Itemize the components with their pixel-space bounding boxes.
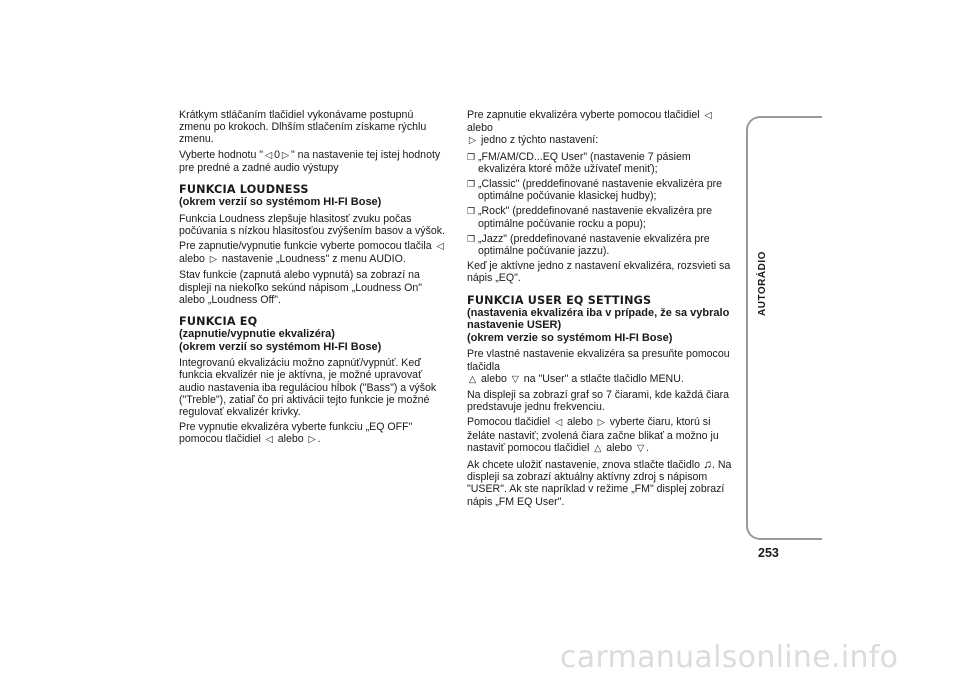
paragraph [467,416,739,455]
text: . Na displeji sa zobrazí aktuálny aktívny zdroj s nápisom "USER". Ak ste napríklad v režime „FM" displej zobrazí nápis „FM EQ User". [467,459,732,508]
paragraph: Keď je aktívne jedno z nastavení ekvalizéra, rozsvieti sa nápis „EQ". [467,260,731,285]
text: " na nastavenie tej istej hodnoty pre predné a zadné audio výstupy [179,148,441,174]
paragraph: Stav funkcie (zapnutá alebo vypnutá) sa zobrazí na displeji na niekoľko sekúnd nápisom „Loudness On" alebo „Loudness Off". [179,269,422,306]
subheading: (zapnutie/vypnutie ekvalizéra) [179,328,335,341]
text: alebo [606,441,633,454]
text: Pre zapnutie/vypnutie funkcie vyberte pomocou tlačila [179,240,432,253]
heading-loudness: FUNKCIA LOUDNESS [179,183,309,197]
paragraph [179,149,447,174]
subheading: (okrem verzií so systémom HI-FI Bose) [179,340,382,353]
bullet-icon: ❒ [467,179,476,190]
list-item [467,151,739,175]
up-arrow-icon: △ [594,442,602,454]
text: Ak chcete uložiť nastavenie, znova stlačte tlačidlo [467,459,701,472]
text: Pre zapnutie ekvalizéra vyberte pomocou tlačidiel [467,109,700,121]
page-number: 253 [758,546,779,560]
down-arrow-icon: ▽ [511,373,519,385]
right-arrow-icon: ▷ [308,434,316,446]
section-label: AUTORÁDIO [757,251,768,316]
text: jedno z týchto nastavení: [480,134,599,147]
watermark: carmanualsonline.info [560,640,899,675]
paragraph [179,240,447,266]
paragraph: Na displeji sa zobrazí graf so 7 čiarami, kde každá čiara predstavuje jednu frekvenciu. [467,389,730,414]
paragraph [467,348,739,386]
right-arrow-icon: ▷ [281,149,290,161]
left-column [179,109,447,450]
bullet-icon: ❒ [467,151,476,162]
right-arrow-icon: ▷ [468,135,477,147]
right-arrow-icon: ▷ [209,254,218,266]
text: Vyberte hodnotu " [179,148,264,161]
paragraph [467,109,739,148]
text: alebo [480,372,507,385]
left-arrow-icon: ◁ [704,110,712,121]
text: alebo [179,253,205,266]
left-arrow-icon: ◁ [265,434,273,446]
heading-user-eq: FUNKCIA USER EQ SETTINGS [467,293,652,307]
section-tab [746,116,822,540]
subheading: (okrem verzií so systémom HI-FI Bose) [179,196,382,209]
text: . [317,433,321,446]
list-item [467,205,739,229]
text: nastavenie „Loudness" z menu AUDIO. [221,253,406,266]
left-arrow-icon: ◁ [436,241,444,253]
down-arrow-icon: ▽ [636,442,645,454]
music-note-icon: ♫ [703,457,712,472]
paragraph: Integrovanú ekvalizáciu možno zapnúť/vypnúť. Keď funkcia ekvalizér nie je aktívna, je možné upravovať audio nastavenia iba reguláciou hĺbok ("Bass") a výšok ("Treble"), zatiaľ čo pri aktivácii tejto funkcie je možné regulovať ekvalizér krivky. [179,357,437,419]
text: na "User" a stlačte tlačidlo MENU. [523,372,684,385]
text: Pre vlastné nastavenie ekvalizéra sa presuňte pomocou tlačidla [467,348,730,373]
eq-preset-list [467,151,739,258]
text: 0 [274,148,280,161]
text: Pre vypnutie ekvalizéra vyberte funkciu „EQ OFF" pomocou tlačidiel [179,421,413,446]
paragraph [467,458,739,508]
left-arrow-icon: ◁ [264,149,273,161]
text: „FM/AM/CD...EQ User" (nastavenie 7 pásiem ekvalizéra ktoré môže užívateľ meniť); [478,150,691,175]
list-item [467,233,739,257]
up-arrow-icon: △ [468,373,477,385]
text: vyberte čiaru, ktorú si želáte nastaviť; zvolená čiara začne blikať a možno ju nastaviť pomocou tlačidiel [467,416,719,454]
list-item [467,178,739,202]
right-column [467,109,739,511]
subheading: (nastavenia ekvalizéra iba v prípade, že sa vybralo nastavenie USER) [467,306,730,332]
text: Pomocou tlačidiel [467,416,551,429]
text: . [646,441,650,454]
bullet-icon: ❒ [467,233,476,244]
paragraph: Funkcia Loudness zlepšuje hlasitosť zvuku počas počúvania s nízkou hlasitosťou zvýšením basov a výšok. [179,212,446,237]
paragraph: Krátkym stláčaním tlačidiel vykonávame postupnú zmenu po krokoch. Dlhším stlačením získame rýchlu zmenu. [179,109,427,146]
heading-eq: FUNKCIA EQ [179,315,258,329]
right-arrow-icon: ▷ [597,417,605,429]
text: alebo [566,416,593,429]
text: alebo [277,433,304,446]
subheading: (okrem verzie so systémom HI-FI Bose) [467,331,673,344]
text: „Rock" (preddefinované nastavenie ekvalizéra pre optimálne počúvanie rocku a popu); [478,205,713,230]
bullet-icon: ❒ [467,206,476,217]
paragraph [179,421,447,446]
text: „Jazz" (preddefinované nastavenie ekvalizéra pre optimálne počúvanie jazzu). [478,232,710,258]
text: „Classic" (preddefinované nastavenie ekvalizéra pre optimálne počúvanie klasickej hudby); [478,178,723,203]
text: alebo [467,122,493,135]
left-arrow-icon: ◁ [554,417,563,429]
